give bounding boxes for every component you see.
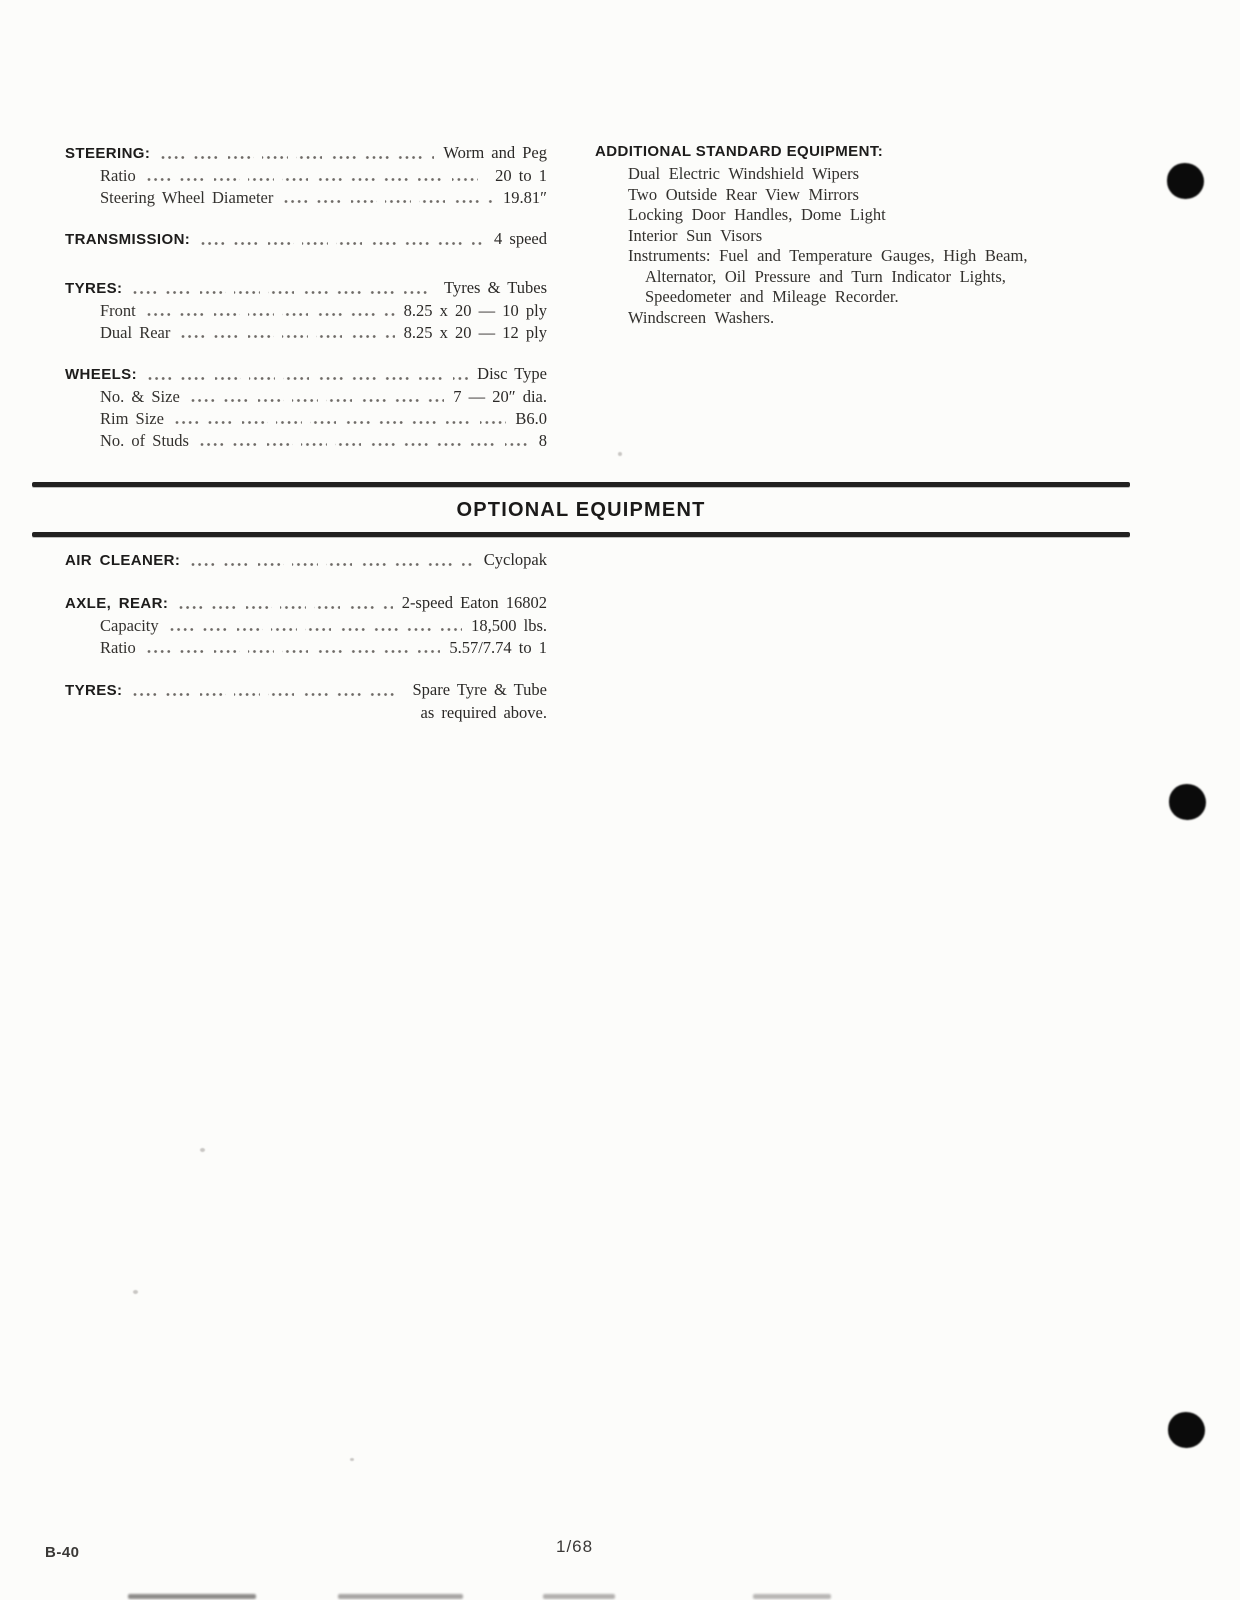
spec-row [65, 408, 547, 430]
section-air-cleaner [65, 549, 547, 572]
paper-speck [618, 452, 622, 456]
section-wheels [65, 363, 547, 452]
punch-hole-bottom [1168, 1412, 1205, 1448]
spec-row [65, 165, 547, 187]
spec-value: Cyclopak [483, 550, 547, 569]
punch-hole-top [1167, 163, 1204, 199]
dotted-leader [178, 604, 392, 611]
equipment-item: Interior Sun Visors [628, 225, 763, 245]
optional-equipment-column [65, 549, 547, 744]
additional-equipment-column [595, 141, 1081, 328]
spec-row [65, 363, 547, 386]
spec-row [65, 679, 547, 702]
spec-value-continuation: as required above. [420, 703, 547, 722]
dotted-leader [146, 648, 441, 655]
section-header: AXLE, REAR: [65, 595, 169, 612]
dotted-leader [146, 311, 395, 318]
dotted-leader [200, 240, 485, 247]
spec-value: Worm and Peg [443, 143, 547, 162]
spec-row [65, 430, 547, 452]
section-header: TYRES: [65, 280, 123, 297]
spec-label: No. of Studs [100, 431, 189, 450]
paper-speck [200, 1148, 205, 1152]
section-steering [65, 142, 547, 209]
spec-row [65, 322, 547, 344]
spec-label: Rim Size [100, 409, 164, 428]
spec-row [65, 277, 547, 300]
section-optional-tyres [65, 679, 547, 724]
section-header: TRANSMISSION: [65, 231, 191, 248]
spec-value: 19.81″ [503, 188, 547, 207]
spec-value: Tyres & Tubes [444, 278, 547, 297]
dotted-leader [283, 198, 494, 205]
section-axle-rear [65, 592, 547, 659]
dotted-leader [190, 561, 474, 568]
section-tyres [65, 277, 547, 344]
spec-value: Disc Type [477, 364, 547, 383]
spec-label: No. & Size [100, 387, 180, 406]
equipment-header: ADDITIONAL STANDARD EQUIPMENT: [595, 143, 884, 160]
dotted-leader [160, 154, 434, 161]
spec-row [65, 549, 547, 572]
dotted-leader [174, 419, 506, 426]
spec-row [65, 142, 547, 165]
spec-value: 8.25 x 20 — 12 ply [403, 323, 547, 342]
spec-label: Ratio [100, 166, 136, 185]
scan-edge-artifact [338, 1594, 463, 1599]
spec-label: Dual Rear [100, 323, 171, 342]
paper-speck [350, 1458, 354, 1461]
spec-row [65, 615, 547, 637]
section-transmission [65, 228, 547, 251]
page-number: B-40 [45, 1544, 80, 1561]
spec-label: Ratio [100, 638, 136, 657]
spec-value: 7 — 20″ dia. [453, 387, 547, 406]
dotted-leader [146, 176, 486, 183]
dotted-leader [199, 441, 530, 448]
spec-label: Capacity [100, 616, 159, 635]
scan-edge-artifact [543, 1594, 615, 1599]
dotted-leader [132, 289, 435, 296]
dotted-leader [180, 333, 394, 340]
section-header: TYRES: [65, 682, 123, 699]
spec-row [65, 637, 547, 659]
equipment-item: Windscreen Washers. [628, 307, 775, 327]
spec-value: B6.0 [515, 409, 547, 428]
punch-hole-middle [1169, 784, 1206, 820]
spec-value: 5.57/7.74 to 1 [449, 638, 547, 657]
equipment-item: Dual Electric Windshield Wipers [628, 164, 860, 183]
paper-speck [133, 1290, 138, 1294]
spec-row [65, 228, 547, 251]
equipment-item: Speedometer and Mileage Recorder. [645, 287, 899, 306]
spec-value: 8.25 x 20 — 10 ply [403, 301, 547, 320]
spec-label: Front [100, 301, 136, 320]
spec-label: Steering Wheel Diameter [100, 188, 274, 207]
spec-row [65, 187, 547, 209]
date-code: 1/68 [556, 1537, 594, 1556]
dotted-leader [190, 397, 444, 404]
scan-edge-artifact [753, 1594, 831, 1599]
spec-value: 18,500 lbs. [471, 616, 547, 635]
equipment-item: Two Outside Rear View Mirrors [628, 184, 859, 204]
spec-value: 20 to 1 [495, 166, 547, 185]
equipment-item: Instruments: Fuel and Temperature Gauges, High Beam, [628, 246, 1028, 265]
equipment-item: Locking Door Handles, Dome Light [628, 205, 886, 224]
dotted-leader [132, 691, 403, 698]
standard-specs-left-column [65, 142, 547, 471]
scan-edge-artifact [128, 1594, 256, 1599]
divider-rule-bottom [32, 532, 1130, 537]
section-header: STEERING: [65, 145, 151, 162]
spec-row [65, 386, 547, 408]
optional-equipment-title: OPTIONAL EQUIPMENT [456, 499, 706, 521]
spec-row [65, 300, 547, 322]
spec-value: Spare Tyre & Tube [412, 680, 547, 699]
dotted-leader [169, 626, 462, 633]
spec-value: 2-speed Eaton 16802 [401, 593, 547, 612]
spec-row [65, 592, 547, 615]
section-header: WHEELS: [65, 366, 137, 383]
dotted-leader [147, 375, 468, 382]
section-header: AIR CLEANER: [65, 552, 181, 569]
spec-value: 8 [538, 431, 547, 450]
equipment-item: Alternator, Oil Pressure and Turn Indicator Lights, [645, 266, 1006, 286]
optional-equipment-divider [32, 482, 1130, 537]
spec-value: 4 speed [494, 229, 547, 248]
